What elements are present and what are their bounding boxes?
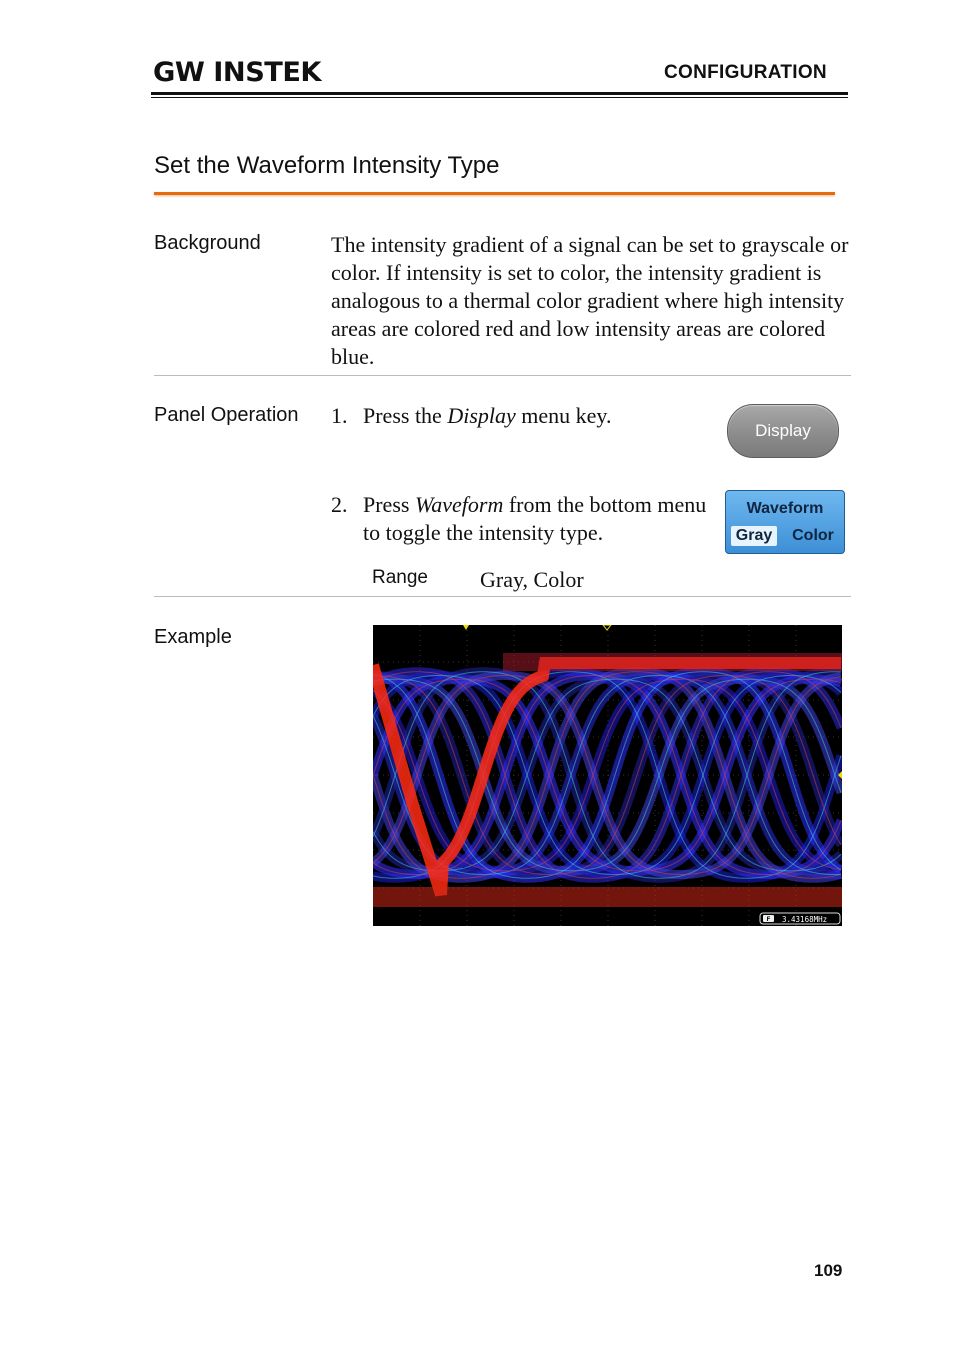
- display-key-button: Display: [727, 404, 839, 458]
- oscilloscope-screenshot: [373, 625, 842, 926]
- svg-text:GW INSTEK: GW INSTEK: [153, 57, 323, 85]
- page-number: 109: [814, 1261, 843, 1280]
- step-2-pre: Press: [363, 492, 415, 517]
- frequency-badge: F: [766, 915, 771, 923]
- step-1-pre: Press the: [363, 403, 448, 428]
- header-rule-thin: [151, 97, 848, 98]
- step-1-text: [363, 402, 693, 430]
- panel-operation-label: Panel Operation: [154, 404, 299, 426]
- step-1-number: 1.: [331, 403, 348, 428]
- range-label: Range: [372, 567, 428, 588]
- step-2-text: [363, 491, 713, 547]
- page-title: Set the Waveform Intensity Type: [154, 152, 500, 179]
- gw-instek-logo: [153, 55, 323, 85]
- example-label: Example: [154, 626, 232, 648]
- waveform-option-gray: Gray: [731, 526, 777, 546]
- step-1-post: menu key.: [515, 403, 612, 428]
- header-rule: [151, 92, 848, 95]
- row-divider: [154, 596, 851, 597]
- background-label: Background: [154, 232, 261, 254]
- step-2-key: Waveform: [414, 492, 504, 517]
- step-2-number: 2.: [331, 492, 348, 517]
- waveform-softkey: [725, 490, 845, 554]
- section-label: CONFIGURATION: [664, 62, 827, 83]
- row-divider: [154, 375, 851, 376]
- high-level-band: [503, 653, 842, 671]
- frequency-readout: [760, 913, 840, 924]
- step-2-post: from the bottom menu to toggle the intensity type.: [363, 492, 707, 545]
- waveform-option-color: Color: [792, 527, 834, 544]
- frequency-value: 3.43168MHz: [782, 915, 828, 924]
- low-level-band: [373, 887, 842, 907]
- step-1-key: Display: [447, 403, 516, 428]
- range-value: Gray, Color: [480, 567, 584, 592]
- title-underline: [154, 192, 835, 195]
- waveform-softkey-title: Waveform: [746, 500, 824, 517]
- background-text: The intensity gradient of a signal can be set to grayscale or color. If intensity is set to color, the intensity gradient is analogous to a thermal color gradient where high intensity areas are colored red and low intensity areas are colored blue.: [331, 232, 849, 369]
